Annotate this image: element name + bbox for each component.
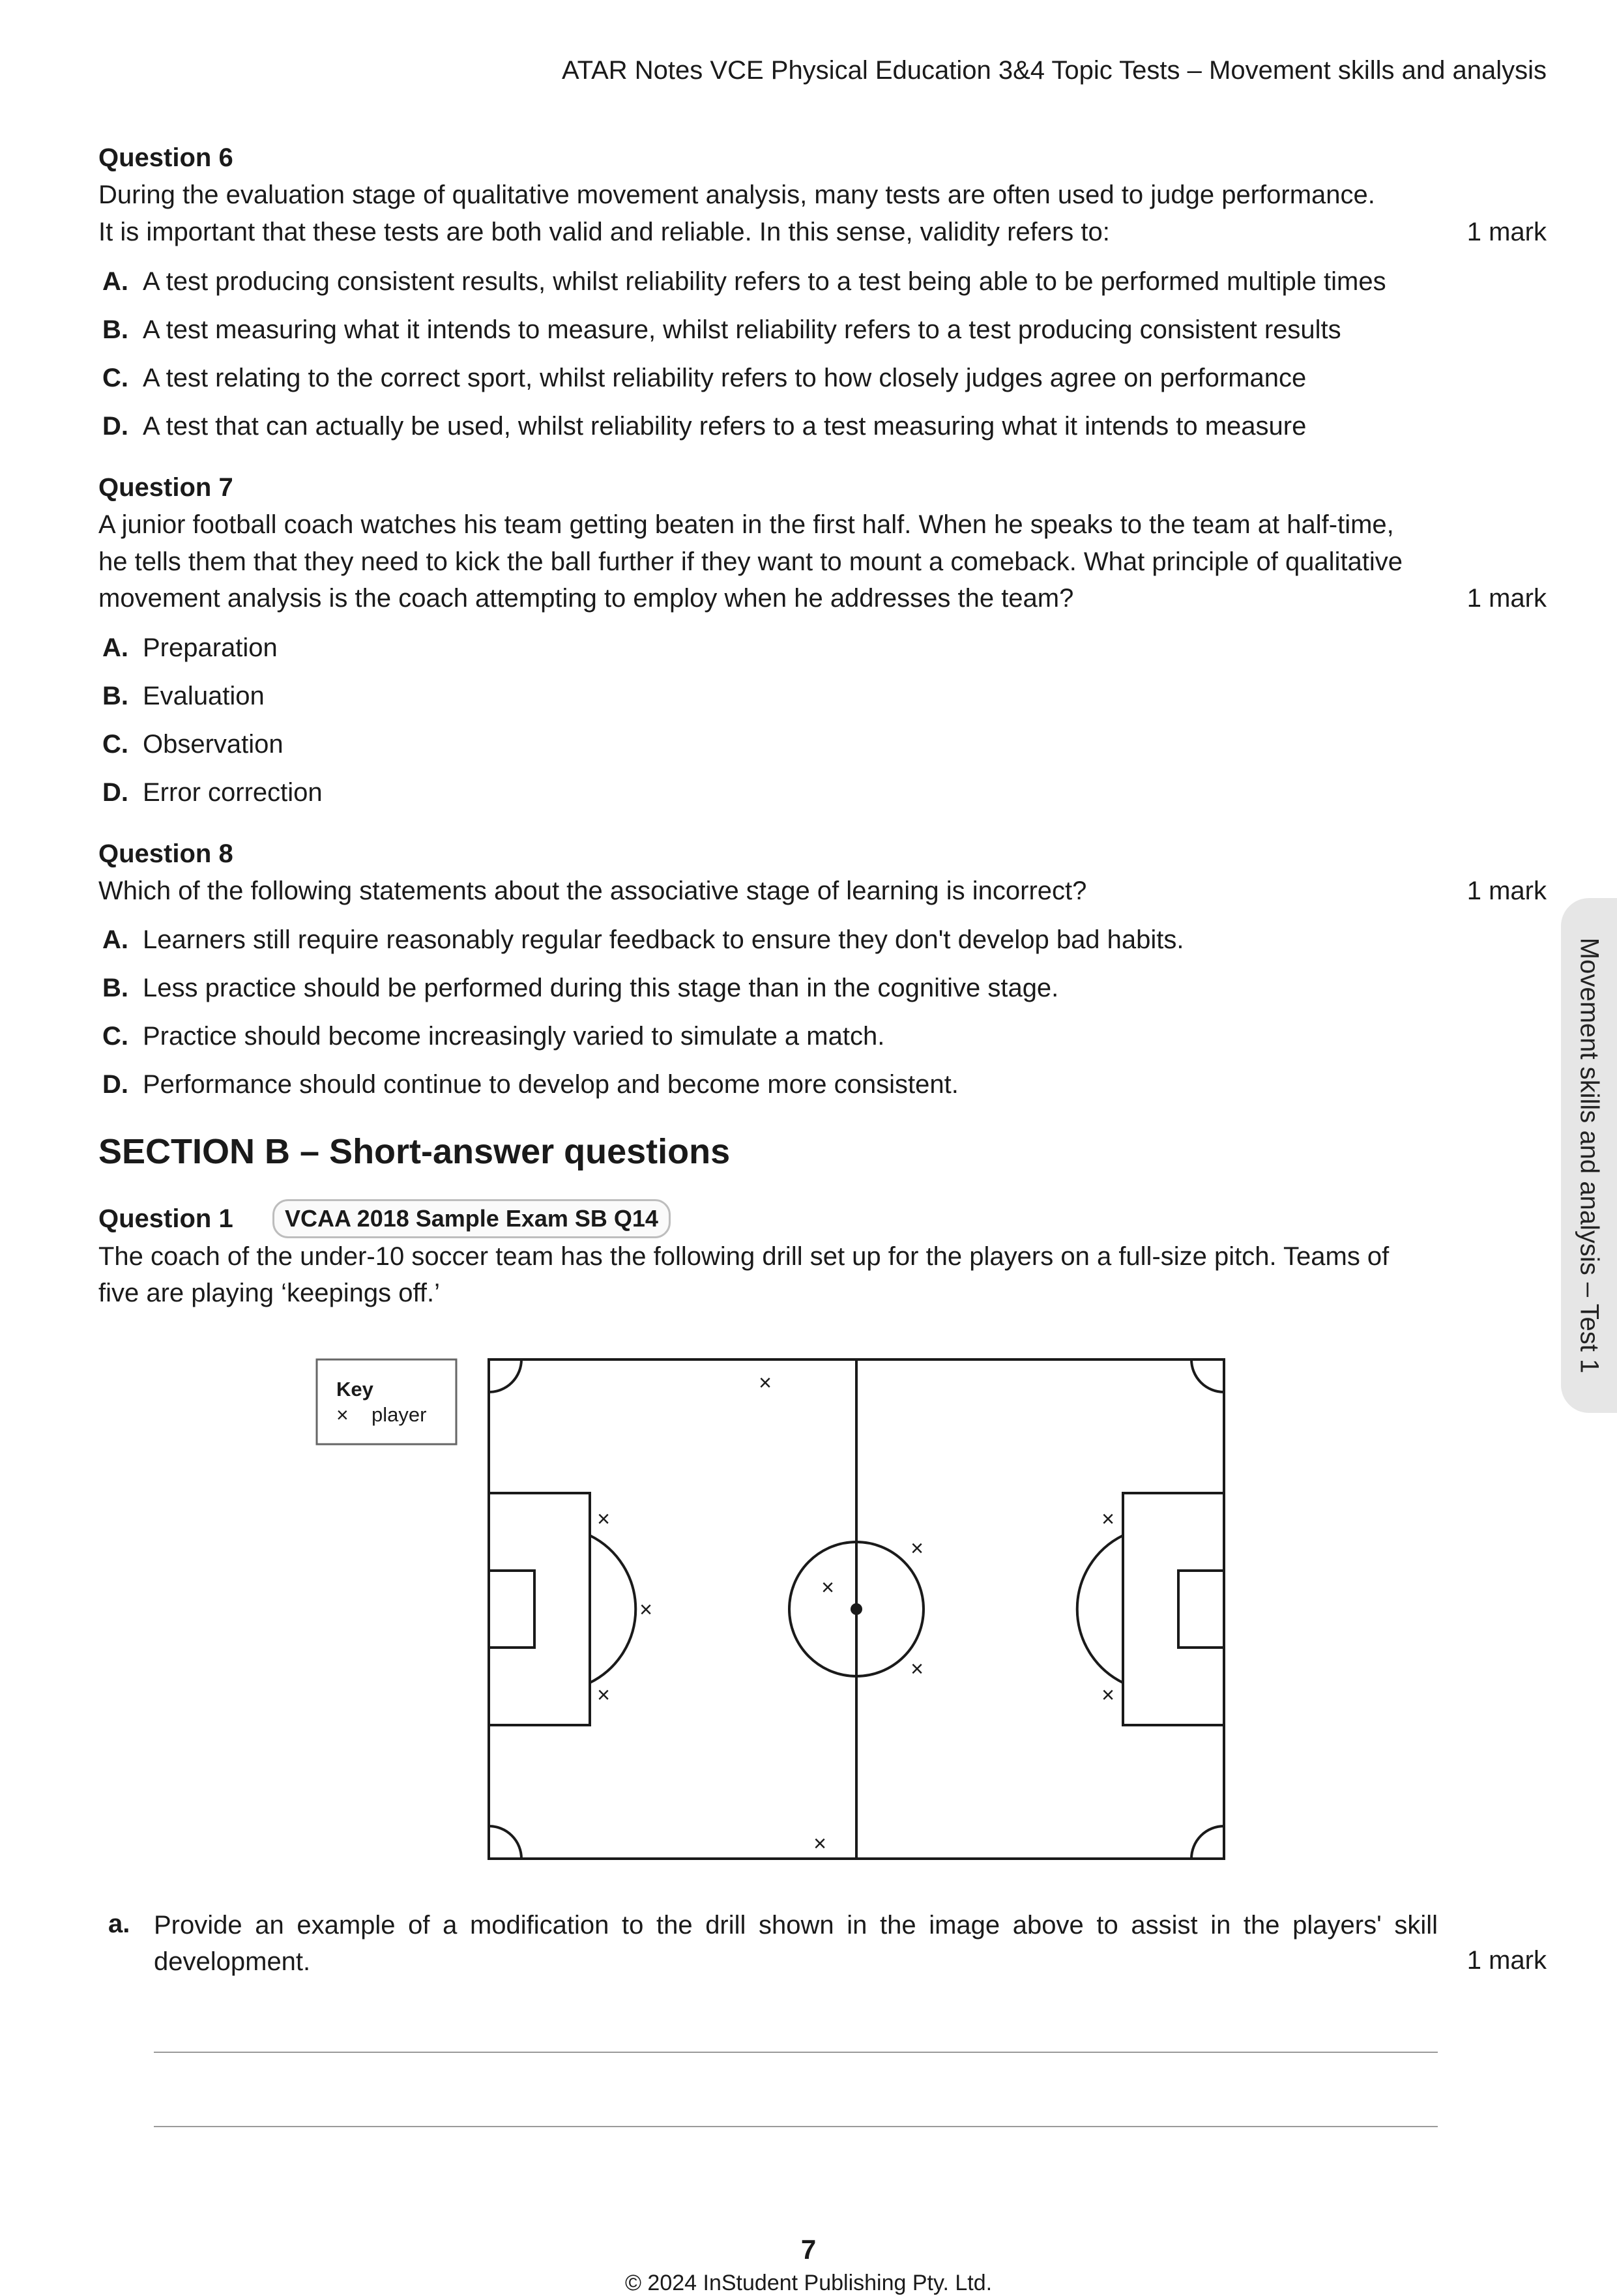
q8-option-b[interactable] [98, 974, 1058, 1003]
corner-arc-bottom-right [1191, 1826, 1224, 1859]
option-text: A test relating to the correct sport, whilst reliability refers to how closely judges agree on performance [143, 364, 1307, 392]
part-a-text: Provide an example of a modification to the drill shown in the image above to assist in the players' skill development. [154, 1911, 1438, 1976]
player-marker: × [1101, 1507, 1114, 1532]
sb-q1-stem-line2: five are playing ‘keepings off.’ [98, 1279, 441, 1307]
right-penalty-area [1123, 1493, 1224, 1725]
soccer-pitch-diagram [306, 1349, 1232, 1870]
q7-option-c[interactable] [98, 730, 284, 759]
player-marker: × [821, 1575, 834, 1600]
q7-option-d[interactable] [98, 778, 323, 807]
corner-arc-bottom-left [489, 1826, 521, 1859]
corner-arc-top-right [1191, 1359, 1224, 1392]
option-letter: D. [102, 412, 128, 441]
part-a-mark: 1 mark [1466, 1946, 1547, 1975]
player-marker: × [910, 1657, 924, 1681]
player-marker: × [910, 1536, 924, 1561]
player-marker: × [639, 1597, 652, 1622]
q6-option-c[interactable] [98, 364, 1306, 393]
right-goal-area [1178, 1571, 1224, 1648]
source-badge: VCAA 2018 Sample Exam SB Q14 [272, 1199, 671, 1238]
q6-stem-line1: During the evaluation stage of qualitative movement analysis, many tests are often used to judge performance. [98, 181, 1375, 209]
option-letter: C. [102, 730, 128, 759]
key-player-label: player [371, 1403, 427, 1426]
answer-line-2[interactable] [154, 2126, 1438, 2127]
answer-line-1[interactable] [154, 2052, 1438, 2053]
option-text: Less practice should be performed during this stage than in the cognitive stage. [143, 974, 1059, 1002]
sb-q1-stem-line1: The coach of the under-10 soccer team has the following drill set up for the players on a full-size pitch. Teams of [98, 1242, 1390, 1271]
q7-stem-line3: movement analysis is the coach attempting to employ when he addresses the team? [98, 584, 1074, 613]
q6-option-b[interactable] [98, 315, 1341, 345]
key-player-symbol: × [336, 1403, 349, 1427]
sb-q1-title: Question 1 [98, 1204, 233, 1233]
copyright: © 2024 InStudent Publishing Pty. Ltd. [624, 2271, 993, 2295]
q8-option-d[interactable] [98, 1070, 959, 1099]
key-title: Key [336, 1378, 373, 1401]
player-marker: × [597, 1507, 610, 1532]
option-letter: C. [102, 1022, 128, 1051]
option-text: Learners still require reasonably regular feedback to ensure they don't develop bad habits. [143, 925, 1184, 954]
left-goal-area [489, 1571, 534, 1648]
option-text: Preparation [143, 633, 278, 662]
q6-stem-line2: It is important that these tests are both valid and reliable. In this sense, validity refers to: [98, 218, 1110, 246]
q8-mark: 1 mark [1466, 877, 1547, 905]
q8-option-a[interactable] [98, 925, 1184, 955]
q7-option-b[interactable] [98, 682, 265, 711]
part-a-letter: a. [108, 1910, 130, 1938]
option-text: A test measuring what it intends to measure, whilst reliability refers to a test producing consistent results [143, 315, 1341, 344]
option-letter: A. [102, 633, 128, 662]
player-marker: × [1101, 1683, 1114, 1707]
option-text: Observation [143, 730, 284, 759]
option-letter: D. [102, 1070, 128, 1099]
option-text: Error correction [143, 778, 323, 807]
corner-arc-top-left [489, 1359, 521, 1392]
option-text: Performance should continue to develop and become more consistent. [143, 1070, 959, 1099]
section-b-title: SECTION B – Short-answer questions [98, 1132, 731, 1171]
option-letter: D. [102, 778, 128, 807]
q8-stem-line1: Which of the following statements about the associative stage of learning is incorrect? [98, 877, 1087, 905]
q7-mark: 1 mark [1466, 584, 1547, 613]
option-letter: C. [102, 364, 128, 392]
q6-mark: 1 mark [1466, 218, 1547, 246]
option-text: Evaluation [143, 682, 265, 710]
q6-option-a[interactable] [98, 267, 1386, 297]
centre-spot [851, 1603, 862, 1615]
q6-title: Question 6 [98, 143, 233, 172]
page-number: 7 [800, 2234, 817, 2265]
running-header: ATAR Notes VCE Physical Education 3&4 Topic Tests – Movement skills and analysis [561, 56, 1547, 85]
side-tab-label: Movement skills and analysis – Test 1 [1575, 937, 1604, 1374]
option-text: Practice should become increasingly varied to simulate a match. [143, 1022, 885, 1051]
option-letter: B. [102, 974, 128, 1002]
option-letter: A. [102, 925, 128, 954]
q6-option-d[interactable] [98, 412, 1306, 441]
player-marker: × [759, 1371, 772, 1395]
player-marker: × [813, 1831, 826, 1856]
q8-title: Question 8 [98, 839, 233, 868]
player-marker: × [597, 1683, 610, 1707]
left-penalty-area [489, 1493, 590, 1725]
q7-title: Question 7 [98, 473, 233, 502]
q7-stem-line2: he tells them that they need to kick the ball further if they want to mount a comeback. What principle of qualitative [98, 547, 1403, 576]
side-tab [1561, 898, 1617, 1413]
option-text: A test that can actually be used, whilst reliability refers to a test measuring what it intends to measure [143, 412, 1307, 441]
right-penalty-arc [1077, 1535, 1123, 1683]
option-letter: B. [102, 315, 128, 344]
option-text: A test producing consistent results, whilst reliability refers to a test being able to be performed multiple times [143, 267, 1386, 296]
option-letter: A. [102, 267, 128, 296]
option-letter: B. [102, 682, 128, 710]
q7-stem-line1: A junior football coach watches his team getting beaten in the first half. When he speaks to the team at half-time, [98, 510, 1394, 539]
left-penalty-arc [590, 1535, 635, 1683]
key-box [317, 1359, 456, 1444]
q7-option-a[interactable] [98, 633, 278, 663]
q8-option-c[interactable] [98, 1022, 884, 1051]
